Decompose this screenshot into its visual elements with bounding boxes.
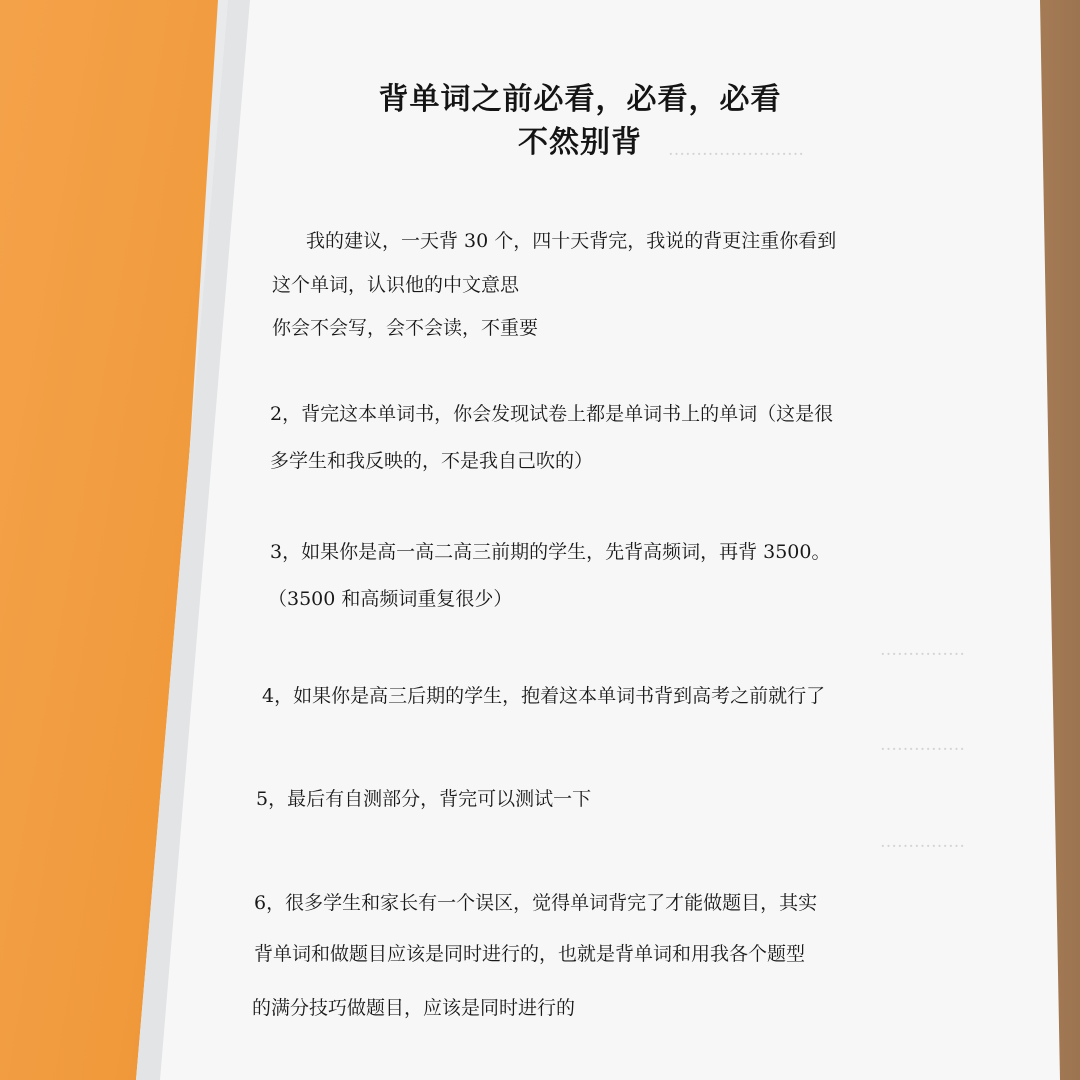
paragraph-line: 4，如果你是高三后期的学生，抱着这本单词书背到高考之前就行了 bbox=[262, 685, 826, 707]
paragraph-line: 2，背完这本单词书，你会发现试卷上都是单词书上的单词（这是很 bbox=[270, 403, 834, 425]
paragraph-line: 6，很多学生和家长有一个误区，觉得单词背完了才能做题目，其实 bbox=[254, 892, 818, 914]
paragraph-line: 我的建议，一天背 30 个，四十天背完，我说的背更注重你看到 bbox=[306, 230, 837, 252]
bleed-through-text: …………… bbox=[880, 832, 965, 852]
paragraph-line: 背单词和做题目应该是同时进行的，也就是背单词和用我各个题型 bbox=[254, 943, 806, 965]
page-title: 背单词之前必看，必看，必看 bbox=[378, 82, 782, 117]
paragraph-line: 多学生和我反映的，不是我自己吹的） bbox=[270, 450, 594, 472]
page-subtitle: 不然别背 bbox=[518, 125, 642, 160]
paragraph-line: 3，如果你是高一高二高三前期的学生，先背高频词，再背 3500。 bbox=[270, 541, 831, 563]
bleed-through-text: …………………… bbox=[668, 140, 804, 160]
bleed-through-text: …………… bbox=[880, 640, 965, 660]
paragraph-line: 这个单词，认识他的中文意思 bbox=[272, 274, 520, 296]
paragraph-line: 5，最后有自测部分，背完可以测试一下 bbox=[256, 788, 592, 810]
paragraph-line: 你会不会写，会不会读，不重要 bbox=[272, 317, 539, 339]
paragraph-line: 的满分技巧做题目，应该是同时进行的 bbox=[252, 997, 576, 1019]
paragraph-line: （3500 和高频词重复很少） bbox=[268, 588, 513, 610]
bleed-through-text: …………… bbox=[880, 735, 965, 755]
